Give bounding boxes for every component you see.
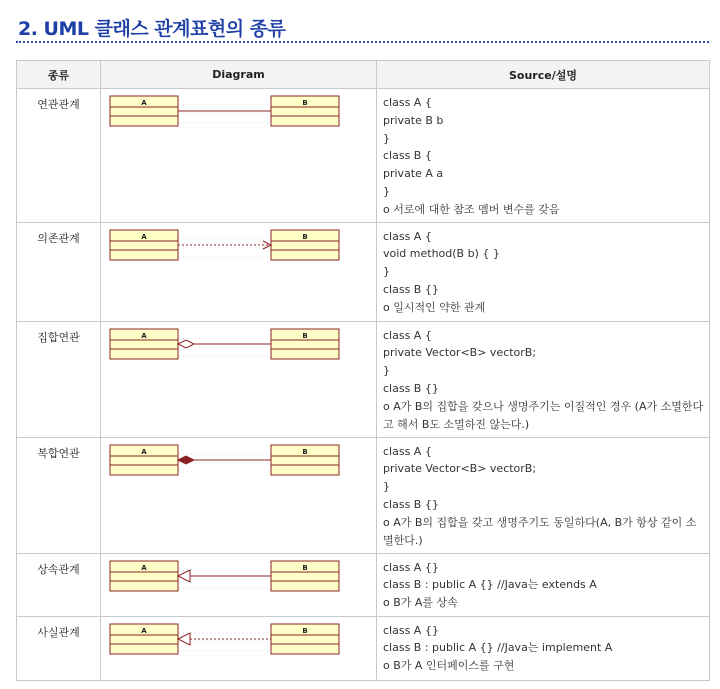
source-line: class A { <box>383 229 432 243</box>
source-line: o B가 A 인터페이스를 구현 <box>383 659 515 673</box>
table-row <box>17 222 710 321</box>
source-line: class B {} <box>383 381 439 395</box>
source-line: } <box>383 480 390 494</box>
page-title: 2. UML 클래스 관계표현의 종류 <box>18 18 286 40</box>
class-box-a-label: A <box>141 232 147 241</box>
relation-source <box>377 222 710 321</box>
source-line: class A { <box>383 444 432 458</box>
relation-diagram <box>101 89 377 223</box>
source-line: private Vector<B> vectorB; <box>383 462 537 476</box>
relation-diagram <box>101 321 377 437</box>
uml-diagram-dependency <box>1 226 308 270</box>
class-box-b <box>271 230 339 260</box>
relation-connector <box>178 633 271 645</box>
uml-diagram-composition <box>1 441 308 485</box>
header-kind: 종류 <box>17 61 101 89</box>
class-box-a <box>110 96 178 126</box>
realization-triangle <box>178 633 190 645</box>
relation-table <box>16 60 710 681</box>
table-row <box>17 321 710 437</box>
header-source: Source/설명 <box>377 61 710 89</box>
relation-kind: 의존관계 <box>17 222 101 321</box>
uml-diagram-association <box>1 92 308 136</box>
table-row <box>17 89 710 223</box>
source-line: void method(B b) { } <box>383 247 500 261</box>
class-box-b <box>271 624 339 654</box>
relation-kind: 연관관계 <box>17 89 101 223</box>
relation-connector <box>178 570 271 582</box>
table-row <box>17 553 710 616</box>
source-line: class A { <box>383 96 432 109</box>
class-box-b <box>271 445 339 475</box>
source-line: o A가 B의 집합을 갖고 생명주기도 동일하다(A, B가 항상 같이 소멸한다.) <box>383 515 697 547</box>
source-line: class B { <box>383 149 432 163</box>
relation-source <box>377 616 710 680</box>
relation-source <box>377 437 710 553</box>
header-diagram: Diagram <box>101 61 377 89</box>
class-box-b-label: B <box>302 626 308 635</box>
source-line: class A {} <box>383 560 439 574</box>
source-line: class B : public A {} //Java는 extends A <box>383 578 597 592</box>
class-box-a <box>110 230 178 260</box>
source-line: } <box>383 184 390 198</box>
class-box-a <box>110 624 178 654</box>
source-line: o B가 A를 상속 <box>383 596 458 610</box>
class-box-b-label: B <box>302 563 308 572</box>
title-divider <box>16 41 709 43</box>
relation-diagram <box>101 437 377 553</box>
relation-kind: 복합연관 <box>17 437 101 553</box>
class-box-b-label: B <box>302 331 308 340</box>
class-box-a-label: A <box>141 331 147 340</box>
source-line: private A a <box>383 167 444 181</box>
table-header-row <box>17 61 710 89</box>
source-line: class B {} <box>383 282 439 296</box>
relation-source <box>377 553 710 616</box>
class-box-a-label: A <box>141 626 147 635</box>
source-line: } <box>383 364 390 378</box>
source-line: o 서로에 대한 참조 멤버 변수를 갖음 <box>383 202 560 216</box>
relation-diagram <box>101 553 377 616</box>
class-box-b-label: B <box>302 447 308 456</box>
inheritance-triangle <box>178 570 190 582</box>
source-line: private B b <box>383 113 444 127</box>
class-box-b-label: B <box>302 99 308 107</box>
uml-diagram-realization <box>1 620 308 664</box>
source-line: } <box>383 131 390 145</box>
class-box-b <box>271 96 339 126</box>
class-box-b <box>271 329 339 359</box>
class-box-a-label: A <box>141 447 147 456</box>
table-row <box>17 616 710 680</box>
class-box-a <box>110 561 178 591</box>
source-line: } <box>383 265 390 279</box>
class-box-b <box>271 561 339 591</box>
source-line: class A {} <box>383 623 439 637</box>
relation-source <box>377 321 710 437</box>
source-line: o 일시적인 약한 관계 <box>383 300 486 314</box>
relation-kind: 상속관계 <box>17 553 101 616</box>
class-box-a-label: A <box>141 563 147 572</box>
relation-kind: 집합연관 <box>17 321 101 437</box>
class-box-a <box>110 445 178 475</box>
class-box-a-label: A <box>141 99 147 107</box>
source-line: o A가 B의 집합을 갖으나 생명주기는 이질적인 경우 (A가 소멸한다고 해서 B도 소멸하진 않는다.) <box>383 399 704 431</box>
source-line: class B {} <box>383 497 439 511</box>
relation-diagram <box>101 616 377 680</box>
table-row <box>17 437 710 553</box>
class-box-b-label: B <box>302 232 308 241</box>
uml-diagram-aggregation <box>1 325 308 369</box>
source-line: class A { <box>383 328 432 342</box>
source-line: class B : public A {} //Java는 implement A <box>383 641 613 655</box>
class-box-a <box>110 329 178 359</box>
relation-kind: 사실관계 <box>17 616 101 680</box>
uml-diagram-inheritance <box>1 557 308 601</box>
relation-diagram <box>101 222 377 321</box>
source-line: private Vector<B> vectorB; <box>383 346 537 360</box>
relation-source <box>377 89 710 223</box>
